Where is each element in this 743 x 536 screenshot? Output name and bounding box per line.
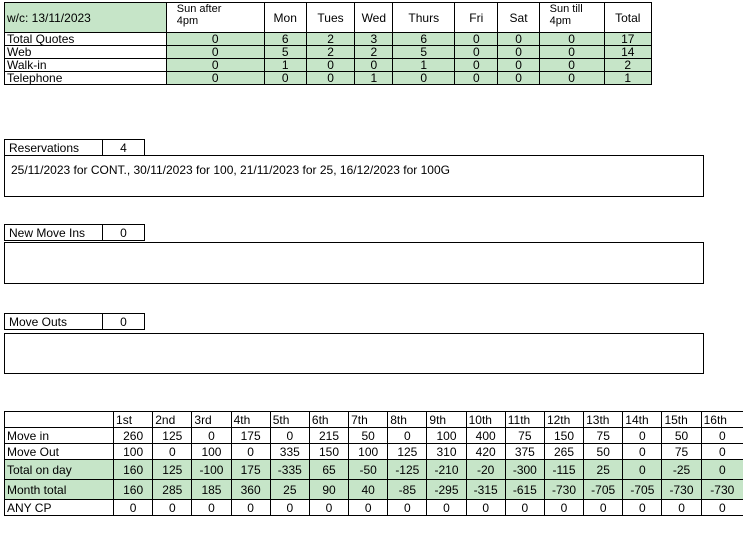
monthly-value-cell: 90: [309, 480, 348, 500]
weekly-total-cell: 1: [604, 72, 651, 85]
monthly-value-cell: 310: [427, 444, 466, 460]
day-header: 15th: [662, 412, 701, 428]
day-header: 3rd: [192, 412, 231, 428]
weekly-header-cell: Fri: [455, 3, 498, 33]
monthly-value-cell: 0: [623, 500, 662, 516]
move-ins-label: New Move Ins: [5, 225, 103, 240]
monthly-value-cell: 100: [192, 444, 231, 460]
weekly-value-cell: 6: [393, 33, 455, 46]
monthly-row: [5, 460, 743, 480]
weekly-header-row: [5, 3, 652, 33]
weekly-total-cell: 14: [604, 46, 651, 59]
weekly-value-cell: 0: [393, 72, 455, 85]
monthly-corner-cell: [5, 412, 114, 428]
monthly-value-cell: 260: [114, 428, 153, 444]
monthly-value-cell: 0: [388, 428, 427, 444]
monthly-value-cell: 0: [192, 428, 231, 444]
monthly-row: [5, 480, 743, 500]
monthly-value-cell: 25: [270, 480, 309, 500]
move-ins-details-box: [4, 242, 704, 284]
monthly-value-cell: 0: [701, 460, 743, 480]
weekly-total-cell: 2: [604, 59, 651, 72]
weekly-row-label: Walk-in: [5, 59, 167, 72]
weekly-value-cell: 1: [264, 59, 306, 72]
monthly-value-cell: 375: [505, 444, 544, 460]
weekly-value-cell: 0: [306, 59, 354, 72]
monthly-value-cell: 0: [623, 460, 662, 480]
weekly-value-cell: 0: [355, 59, 393, 72]
monthly-value-cell: 185: [192, 480, 231, 500]
monthly-value-cell: 75: [505, 428, 544, 444]
monthly-moves-table: [4, 411, 743, 516]
monthly-value-cell: 100: [427, 428, 466, 444]
day-header: 13th: [584, 412, 623, 428]
day-header: 11th: [505, 412, 544, 428]
day-header: 6th: [309, 412, 348, 428]
monthly-row-label: Month total: [5, 480, 114, 500]
weekly-header-cell: Sun till 4pm: [539, 3, 604, 33]
monthly-value-cell: 0: [388, 500, 427, 516]
weekly-header-cell: Mon: [264, 3, 306, 33]
weekly-header-cell: Sun after 4pm: [166, 3, 264, 33]
monthly-value-cell: 0: [623, 428, 662, 444]
monthly-value-cell: -85: [388, 480, 427, 500]
move-outs-details-box: [4, 333, 704, 374]
reservations-label-box: [4, 139, 145, 156]
monthly-value-cell: 125: [388, 444, 427, 460]
monthly-value-cell: -615: [505, 480, 544, 500]
monthly-row-label: Move in: [5, 428, 114, 444]
monthly-value-cell: -100: [192, 460, 231, 480]
monthly-value-cell: 0: [270, 428, 309, 444]
monthly-row-label: Total on day: [5, 460, 114, 480]
move-outs-label-box: [4, 313, 145, 330]
reservations-label: Reservations: [5, 140, 103, 155]
monthly-value-cell: 215: [309, 428, 348, 444]
weekly-value-cell: 0: [166, 33, 264, 46]
monthly-value-cell: -20: [466, 460, 505, 480]
monthly-value-cell: 75: [584, 428, 623, 444]
monthly-value-cell: 125: [153, 460, 192, 480]
weekly-value-cell: 0: [455, 33, 498, 46]
monthly-value-cell: 0: [544, 500, 583, 516]
weekly-value-cell: 0: [264, 72, 306, 85]
weekly-row-label: Web: [5, 46, 167, 59]
monthly-value-cell: 0: [662, 500, 701, 516]
monthly-value-cell: 285: [153, 480, 192, 500]
day-header: 14th: [623, 412, 662, 428]
weekly-value-cell: 0: [498, 33, 539, 46]
weekly-value-cell: 3: [355, 33, 393, 46]
monthly-value-cell: 125: [153, 428, 192, 444]
weekly-header-cell: Wed: [355, 3, 393, 33]
reservations-details: 25/11/2023 for CONT., 30/11/2023 for 100, 21/11/2023 for 25, 16/12/2023 for 100G: [11, 163, 450, 177]
weekly-row: [5, 59, 652, 72]
monthly-value-cell: 400: [466, 428, 505, 444]
monthly-value-cell: 0: [623, 444, 662, 460]
weekly-value-cell: 5: [264, 46, 306, 59]
day-header: 4th: [231, 412, 270, 428]
weekly-value-cell: 0: [539, 72, 604, 85]
monthly-value-cell: -25: [662, 460, 701, 480]
weekly-value-cell: 0: [498, 46, 539, 59]
monthly-value-cell: 175: [231, 460, 270, 480]
weekly-value-cell: 0: [455, 46, 498, 59]
monthly-value-cell: 0: [114, 500, 153, 516]
weekly-value-cell: 2: [306, 46, 354, 59]
monthly-row: [5, 428, 743, 444]
monthly-value-cell: -210: [427, 460, 466, 480]
monthly-value-cell: -705: [623, 480, 662, 500]
weekly-value-cell: 0: [498, 72, 539, 85]
reservations-details-box: [4, 155, 704, 197]
monthly-value-cell: -125: [388, 460, 427, 480]
weekly-total-cell: 17: [604, 33, 651, 46]
monthly-value-cell: 75: [662, 444, 701, 460]
monthly-value-cell: 0: [701, 428, 743, 444]
weekly-quotes-table: [4, 2, 652, 85]
monthly-row: [5, 500, 743, 516]
monthly-value-cell: 150: [309, 444, 348, 460]
monthly-value-cell: 0: [153, 500, 192, 516]
move-ins-label-box: [4, 224, 145, 241]
monthly-value-cell: 0: [466, 500, 505, 516]
monthly-value-cell: 0: [505, 500, 544, 516]
day-header: 2nd: [153, 412, 192, 428]
monthly-value-cell: -730: [544, 480, 583, 500]
monthly-value-cell: 0: [270, 500, 309, 516]
monthly-value-cell: -300: [505, 460, 544, 480]
monthly-value-cell: 100: [349, 444, 388, 460]
weekly-value-cell: 1: [393, 59, 455, 72]
monthly-row-label: ANY CP: [5, 500, 114, 516]
weekly-value-cell: 0: [166, 46, 264, 59]
day-header: 9th: [427, 412, 466, 428]
weekly-value-cell: 0: [539, 59, 604, 72]
monthly-value-cell: -115: [544, 460, 583, 480]
weekly-header-cell: Thurs: [393, 3, 455, 33]
monthly-value-cell: 50: [349, 428, 388, 444]
monthly-value-cell: 0: [192, 500, 231, 516]
monthly-value-cell: 0: [349, 500, 388, 516]
monthly-value-cell: 65: [309, 460, 348, 480]
monthly-value-cell: 265: [544, 444, 583, 460]
monthly-value-cell: 420: [466, 444, 505, 460]
monthly-value-cell: 160: [114, 460, 153, 480]
day-header: 16th: [701, 412, 743, 428]
monthly-value-cell: 50: [584, 444, 623, 460]
weekly-value-cell: 2: [355, 46, 393, 59]
monthly-header-row: [5, 412, 743, 428]
weekly-value-cell: 0: [539, 33, 604, 46]
monthly-value-cell: -705: [584, 480, 623, 500]
weekly-header-cell: Tues: [306, 3, 354, 33]
monthly-value-cell: 0: [153, 444, 192, 460]
monthly-value-cell: -730: [701, 480, 743, 500]
weekly-value-cell: 1: [355, 72, 393, 85]
weekly-value-cell: 6: [264, 33, 306, 46]
monthly-value-cell: -295: [427, 480, 466, 500]
move-outs-label: Move Outs: [5, 314, 103, 329]
weekly-value-cell: 0: [306, 72, 354, 85]
monthly-value-cell: 25: [584, 460, 623, 480]
monthly-value-cell: 150: [544, 428, 583, 444]
monthly-value-cell: -730: [662, 480, 701, 500]
monthly-row: [5, 444, 743, 460]
weekly-value-cell: 0: [166, 72, 264, 85]
day-header: 5th: [270, 412, 309, 428]
monthly-value-cell: 335: [270, 444, 309, 460]
weekly-header-cell: Sat: [498, 3, 539, 33]
weekly-row-label: Total Quotes: [5, 33, 167, 46]
monthly-value-cell: 40: [349, 480, 388, 500]
move-ins-count: 0: [120, 226, 127, 240]
day-header: 8th: [388, 412, 427, 428]
monthly-value-cell: 175: [231, 428, 270, 444]
monthly-value-cell: 360: [231, 480, 270, 500]
weekly-row: [5, 33, 652, 46]
weekly-value-cell: 0: [455, 72, 498, 85]
day-header: 1st: [114, 412, 153, 428]
monthly-value-cell: 50: [662, 428, 701, 444]
monthly-value-cell: 0: [427, 500, 466, 516]
monthly-value-cell: 0: [231, 500, 270, 516]
reservations-count: 4: [120, 141, 127, 155]
weekly-value-cell: 0: [498, 59, 539, 72]
weekly-value-cell: 0: [539, 46, 604, 59]
monthly-value-cell: -335: [270, 460, 309, 480]
weekly-value-cell: 0: [166, 59, 264, 72]
weekly-row: [5, 46, 652, 59]
weekly-row-label: Telephone: [5, 72, 167, 85]
day-header: 10th: [466, 412, 505, 428]
weekly-value-cell: 0: [455, 59, 498, 72]
monthly-row-label: Move Out: [5, 444, 114, 460]
monthly-value-cell: 0: [584, 500, 623, 516]
weekly-row: [5, 72, 652, 85]
weekly-value-cell: 5: [393, 46, 455, 59]
day-header: 12th: [544, 412, 583, 428]
monthly-value-cell: -315: [466, 480, 505, 500]
monthly-value-cell: 0: [231, 444, 270, 460]
move-outs-count: 0: [120, 315, 127, 329]
weekly-value-cell: 2: [306, 33, 354, 46]
weekly-header-cell: Total: [604, 3, 651, 33]
monthly-value-cell: 100: [114, 444, 153, 460]
monthly-value-cell: 160: [114, 480, 153, 500]
week-commencing-label: w/c: 13/11/2023: [5, 3, 167, 33]
monthly-value-cell: -50: [349, 460, 388, 480]
monthly-value-cell: 0: [701, 444, 743, 460]
monthly-value-cell: 0: [309, 500, 348, 516]
monthly-value-cell: 0: [701, 500, 743, 516]
day-header: 7th: [349, 412, 388, 428]
